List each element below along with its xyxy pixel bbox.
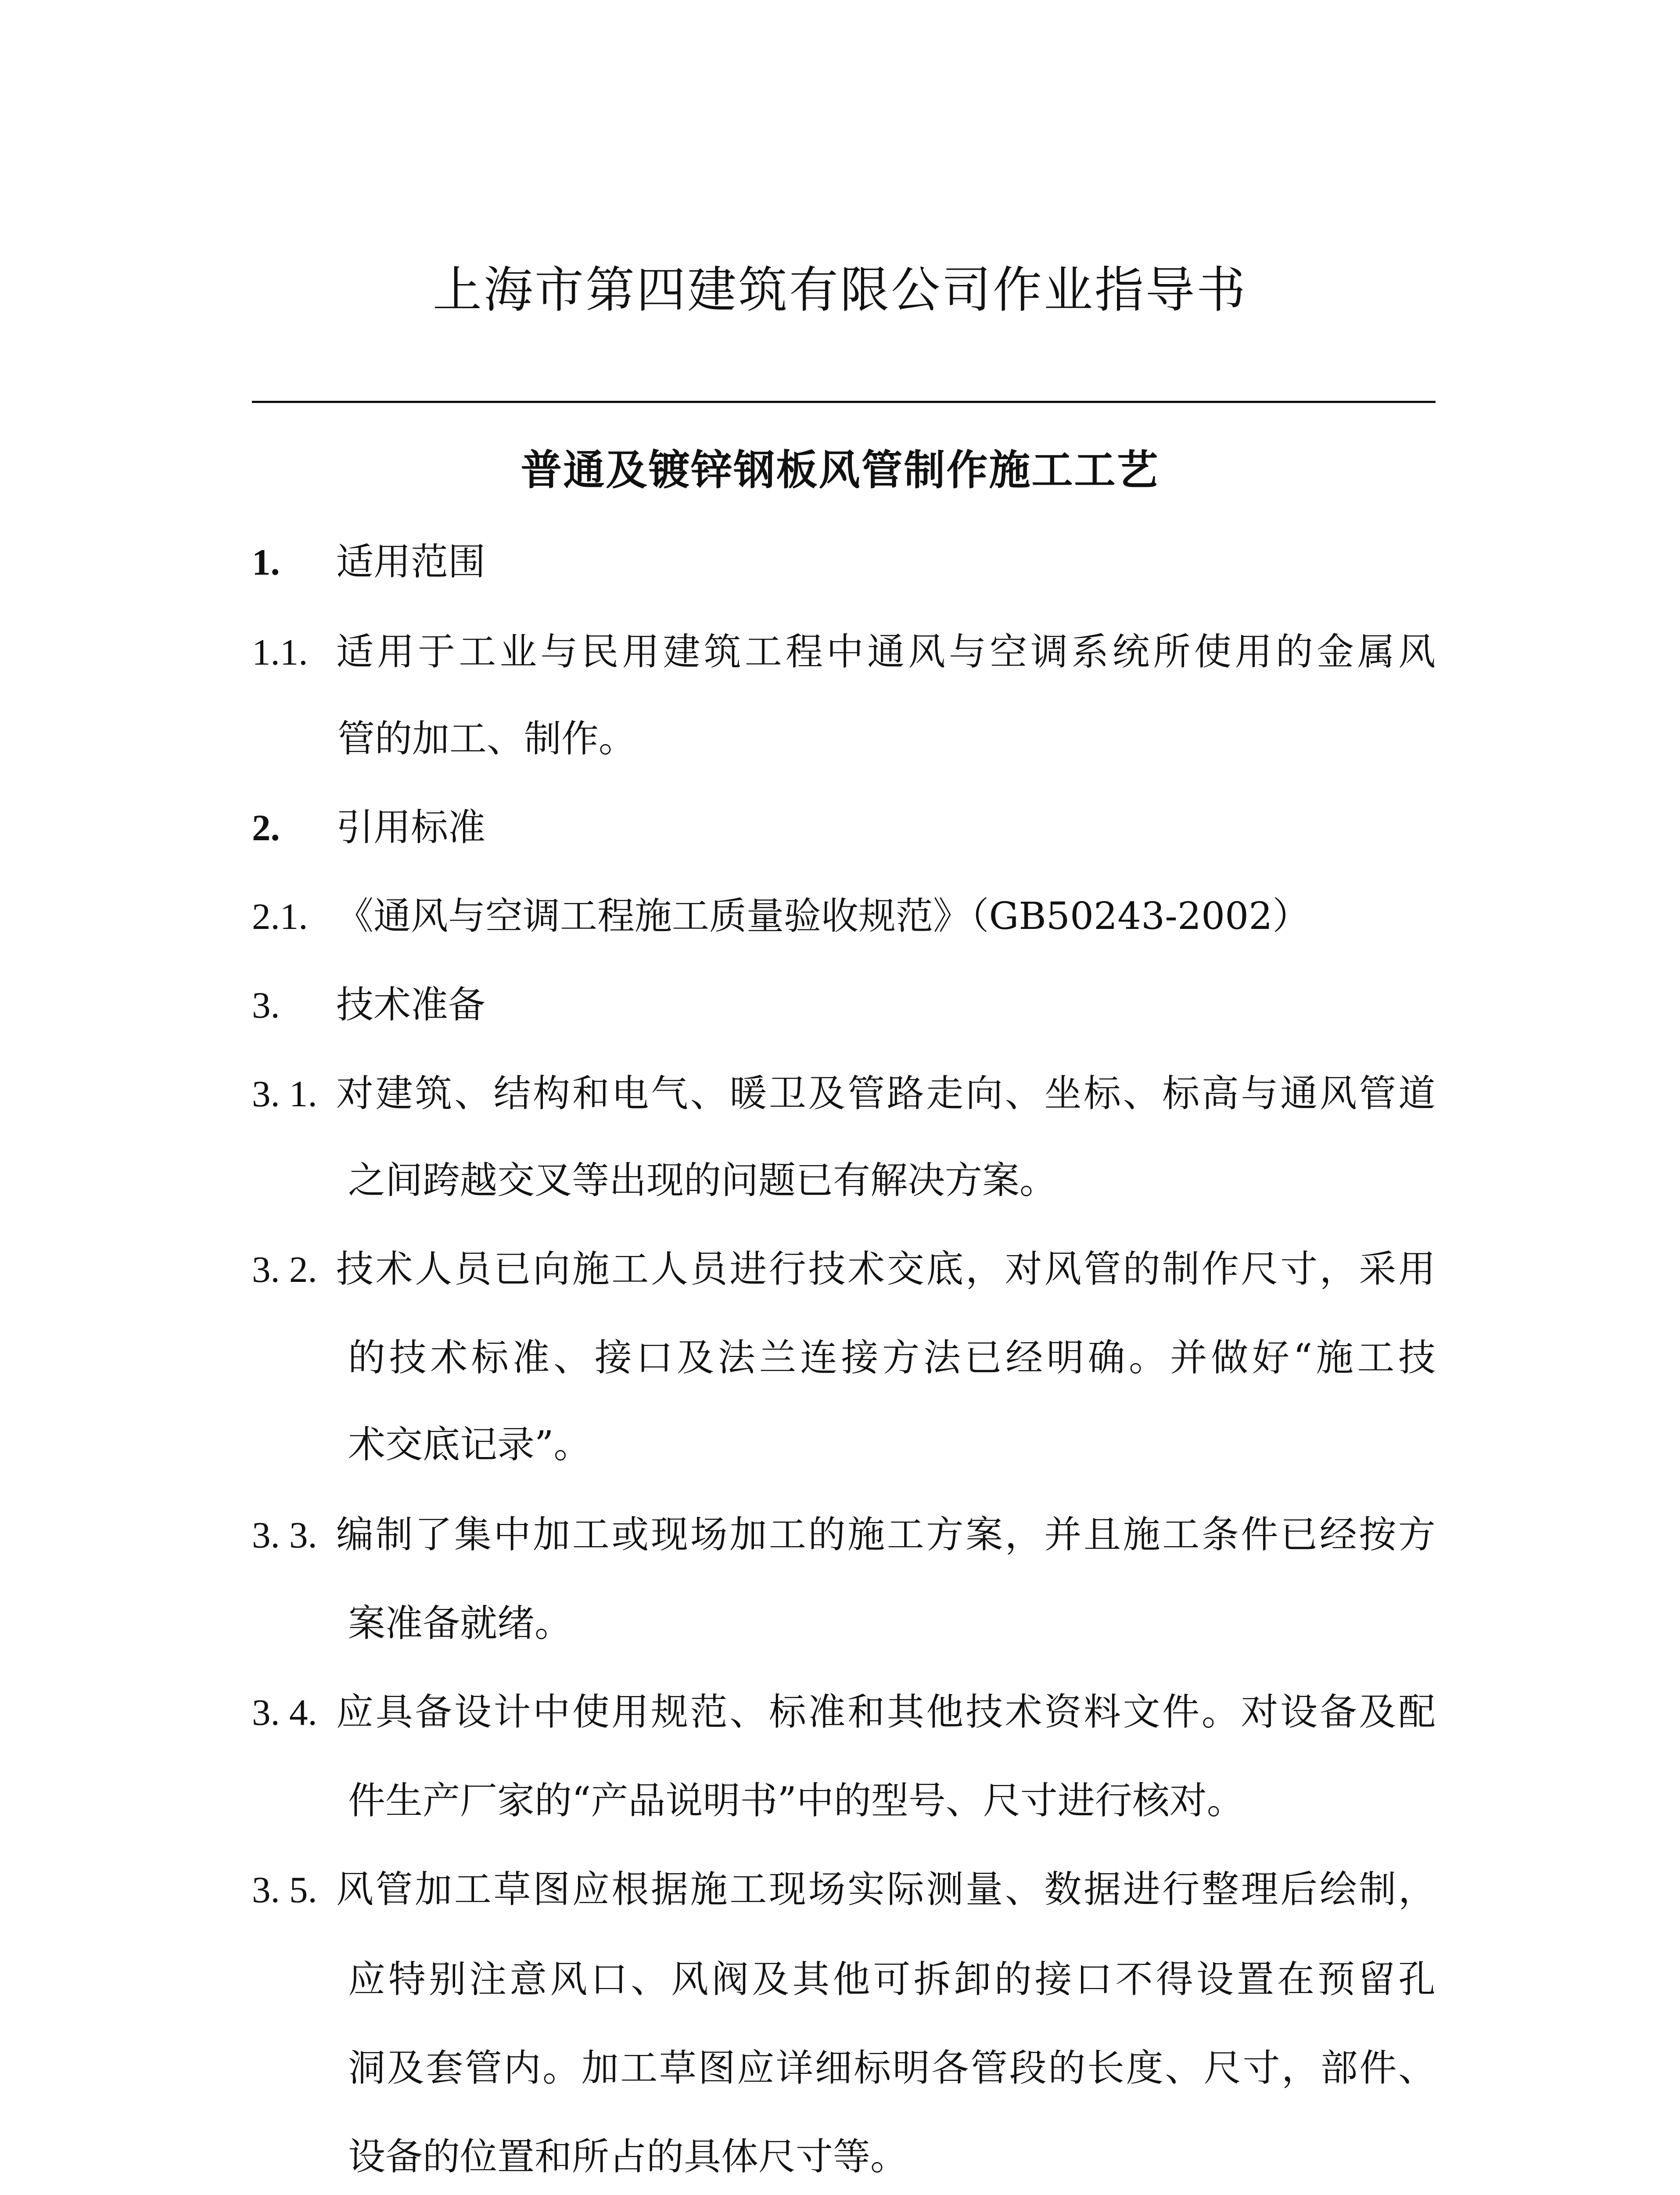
- clause-text-line: 管的加工、制作。: [337, 717, 636, 761]
- clause-text-line: 对建筑、结构和电气、暖卫及管路走向、坐标、标高与通风管道: [336, 1072, 1436, 1115]
- clause-text-line: 之间跨越交叉等出现的问题已有解决方案。: [348, 1159, 1057, 1202]
- clause-number: 3. 1.: [252, 1073, 317, 1115]
- clause-text-line: 适用于工业与民用建筑工程中通风与空调系统所使用的金属风: [336, 630, 1436, 674]
- clause-text-line: 应具备设计中使用规范、标准和其他技术资料文件。对设备及配: [336, 1691, 1436, 1734]
- clause-text-line: 《通风与空调工程施工质量验收规范》（GB50243-2002）: [336, 895, 1310, 938]
- clause-number: 3. 5.: [252, 1869, 317, 1911]
- clause-text-line: 洞及套管内。加工草图应详细标明各管段的长度、尺寸，部件、: [348, 2047, 1436, 2090]
- section-heading: 适用范围: [336, 540, 486, 584]
- section-number: 3.: [252, 985, 280, 1026]
- clause-number: 3. 2.: [252, 1249, 317, 1290]
- clause-text-line: 件生产厂家的“产品说明书”中的型号、尺寸进行核对。: [348, 1779, 1244, 1823]
- document-subtitle: 普通及镀锌钢板风管制作施工工艺: [521, 446, 1159, 494]
- clause-text-line: 案准备就绪。: [348, 1602, 572, 1645]
- section-number: 1.: [252, 542, 280, 583]
- section-heading: 技术准备: [336, 983, 486, 1027]
- clause-number: 2.1.: [252, 896, 308, 937]
- clause-text-line: 设备的位置和所占的具体尺寸等。: [348, 2135, 908, 2179]
- clause-number: 3. 3.: [252, 1515, 317, 1556]
- clause-text-line: 风管加工草图应根据施工现场实际测量、数据进行整理后绘制，: [336, 1868, 1436, 1911]
- clause-text-line: 技术人员已向施工人员进行技术交底，对风管的制作尺寸，采用: [336, 1248, 1436, 1291]
- document-title: 上海市第四建筑有限公司作业指导书: [433, 262, 1247, 319]
- clause-number: 3. 4.: [252, 1692, 317, 1733]
- clause-text-line: 的技术标准、接口及法兰连接方法已经明确。并做好“施工技: [348, 1336, 1436, 1380]
- title-divider: [252, 401, 1436, 403]
- clause-text-line: 应特别注意风口、风阀及其他可拆卸的接口不得设置在预留孔: [348, 1958, 1436, 2001]
- section-number: 2.: [252, 807, 280, 849]
- section-heading: 引用标准: [336, 806, 486, 849]
- clause-number: 1.1.: [252, 632, 308, 673]
- clause-text-line: 术交底记录”。: [348, 1423, 591, 1467]
- clause-text-line: 编制了集中加工或现场加工的施工方案，并且施工条件已经按方: [336, 1513, 1436, 1557]
